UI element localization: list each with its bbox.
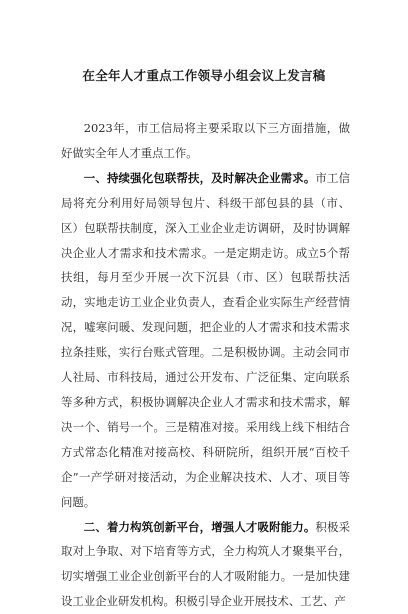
section-2-text: 积极采取对上争取、对下培育等方式，全力构筑人才聚集平台，切实增强工业企业创新平台的人才吸附能力。一是加快建设工业企业研发机构。积极引导企业开展技术、工艺、产 bbox=[61, 520, 350, 609]
section-1-heading: 一、持续强化包联帮扶，及时解决企业需求。 bbox=[84, 171, 316, 185]
document-title: 在全年人才重点工作领导小组会议上发言稿 bbox=[0, 66, 408, 84]
section-1-text: 市工信局将充分利用好局领导包片、科级干部包县的县（市、区）包联帮扶制度，深入工业企业走访调研，及时协调解决企业人才需求和技术需求。一是定期走访。成立5个帮扶组，每月至少开展一次下沉县（市、区）包联帮扶活动，实地走访工业企业负责人，查看企业实际生产经营情况，嘘寒问暖、发现问题，把企业的人才需求和技术需求拉条挂账，实行台账式管理。二是积极协调。主动会同市人社局、市科技局，通过公开发布、广泛征集、定向联系等多种方式，积极协调解决企业人才需求和技术需求，解决一个、销号一个。三是精准对接。采用线上线下相结合方式常态化精准对接高校、科研院所，组织开展“百校千企”一产学研对接活动，为企业解决技术、人才、项目等问题。 bbox=[61, 171, 350, 509]
section-1-paragraph bbox=[61, 166, 350, 515]
section-2-paragraph bbox=[61, 515, 350, 614]
intro-paragraph: 2023年，市工信局将主要采取以下三方面措施，做好做实全年人才重点工作。 bbox=[61, 116, 350, 166]
document-body bbox=[61, 116, 350, 614]
section-2-heading: 二、着力构筑创新平台，增强人才吸附能力。 bbox=[84, 520, 316, 534]
